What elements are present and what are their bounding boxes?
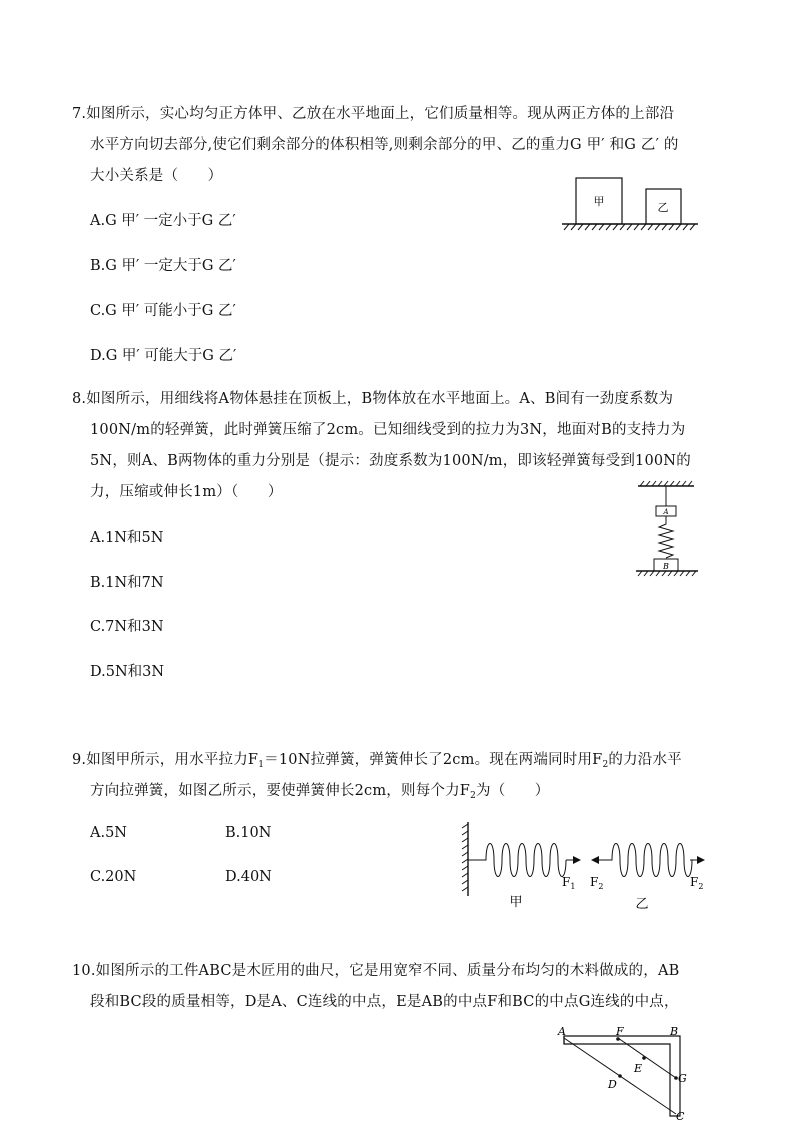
block-yi-label: 乙: [657, 201, 669, 214]
q7-option-a: A.G 甲′ 一定小于G 乙′: [90, 213, 236, 229]
q8-option-a: A.1N和5N: [90, 530, 164, 546]
q9-line2: [90, 779, 550, 801]
spring: [659, 516, 673, 558]
q10-line1: 10.如图所示的工件ABC是木匠用的曲尺，它是用宽窄不同、质量分布均匀的木料做成的，AB: [72, 963, 680, 979]
ceiling-hatch: [640, 481, 692, 486]
label-g: G: [678, 1072, 687, 1085]
label-c: C: [676, 1110, 685, 1121]
q9-line2-part1: 方向拉弹簧，如图乙所示，要使弹簧伸长2cm，则每个力F: [90, 783, 471, 799]
q8-line1: 8.如图所示，用细线将A物体悬挂在顶板上，B物体放在水平地面上。A、B间有一劲度系数为: [72, 391, 674, 407]
force-f2-right-label: $F_2$: [690, 875, 704, 891]
ground-hatch: [564, 224, 695, 230]
q9-line1-sub2: 2: [602, 760, 609, 770]
square-outline: [564, 1036, 680, 1116]
q8-option-b: B.1N和7N: [90, 575, 164, 591]
q9-option-a: A.5N: [90, 825, 127, 841]
q9-option-b: B.10N: [225, 825, 272, 841]
q8-line4: 力，压缩或伸长1m）（ ）: [90, 484, 283, 500]
q9-line2-sub: 2: [470, 791, 476, 801]
force-f2-left-label: $F_2$: [590, 875, 604, 891]
block-a-label: A: [663, 508, 669, 516]
q7-line2: 水平方向切去部分,使它们剩余部分的体积相等,则剩余部分的甲、乙的重力G 甲′ 和G 乙′ 的: [90, 137, 679, 153]
label-a: A: [558, 1025, 566, 1038]
q8-line3: 5N，则A、B两物体的重力分别是（提示：劲度系数为100N/m，即该轻弹簧每受到100N的: [90, 453, 691, 469]
label-f: F: [616, 1025, 624, 1038]
caption-yi: 乙: [635, 897, 649, 912]
q8-option-c: C.7N和3N: [90, 619, 164, 635]
q9-option-d: D.40N: [225, 869, 272, 885]
q10-line2: 段和BC段的质量相等，D是A、C连线的中点，E是AB的中点F和BC的中点G连线的中点，: [90, 994, 679, 1010]
q9-line1-part2: ＝10N拉弹簧，弹簧伸长了2cm。现在两端同时用F: [264, 752, 603, 768]
q7-option-c: C.G 甲′ 可能小于G 乙′: [90, 303, 236, 319]
force-f1-label: $F_1$: [562, 875, 576, 891]
q7-line3: 大小关系是（ ）: [90, 168, 223, 184]
q7-option-b: B.G 甲′ 一定大于G 乙′: [90, 258, 236, 274]
q9-option-c: C.20N: [90, 869, 137, 885]
point-d: [618, 1074, 622, 1078]
spring-jia: [468, 844, 566, 877]
block-jia-label: 甲: [593, 195, 605, 208]
q9-line1-part1: 9.如图甲所示，用水平拉力F: [72, 752, 259, 768]
label-b: B: [670, 1025, 679, 1038]
q8-figure: [632, 480, 702, 580]
label-e: E: [634, 1062, 643, 1075]
q7-line1: 7.如图所示，实心均匀正方体甲、乙放在水平地面上，它们质量相等。现从两正方体的上部沿: [72, 106, 675, 122]
floor-hatch: [638, 571, 696, 576]
wall-hatch: [462, 824, 468, 891]
q10-figure: [556, 1024, 696, 1121]
q9-line1-part3: 的力沿水平: [608, 752, 682, 768]
block-b-label: B: [663, 562, 669, 571]
q9-line1-sub1: 1: [258, 760, 265, 770]
label-d: D: [608, 1078, 617, 1091]
q9-line2-part2: 为（ ）: [476, 783, 550, 799]
q7-option-d: D.G 甲′ 可能大于G 乙′: [90, 348, 237, 364]
q9-line1: [72, 748, 682, 770]
q8-option-d: D.5N和3N: [90, 664, 165, 680]
spring-yi: [606, 844, 692, 877]
caption-jia: 甲: [509, 895, 523, 910]
point-e: [642, 1056, 646, 1060]
q7-figure: [558, 170, 703, 235]
q8-line2: 100N/m的轻弹簧，此时弹簧压缩了2cm。已知细线受到的拉力为3N，地面对B的支持力为: [90, 422, 686, 438]
q9-figure: [458, 820, 718, 915]
